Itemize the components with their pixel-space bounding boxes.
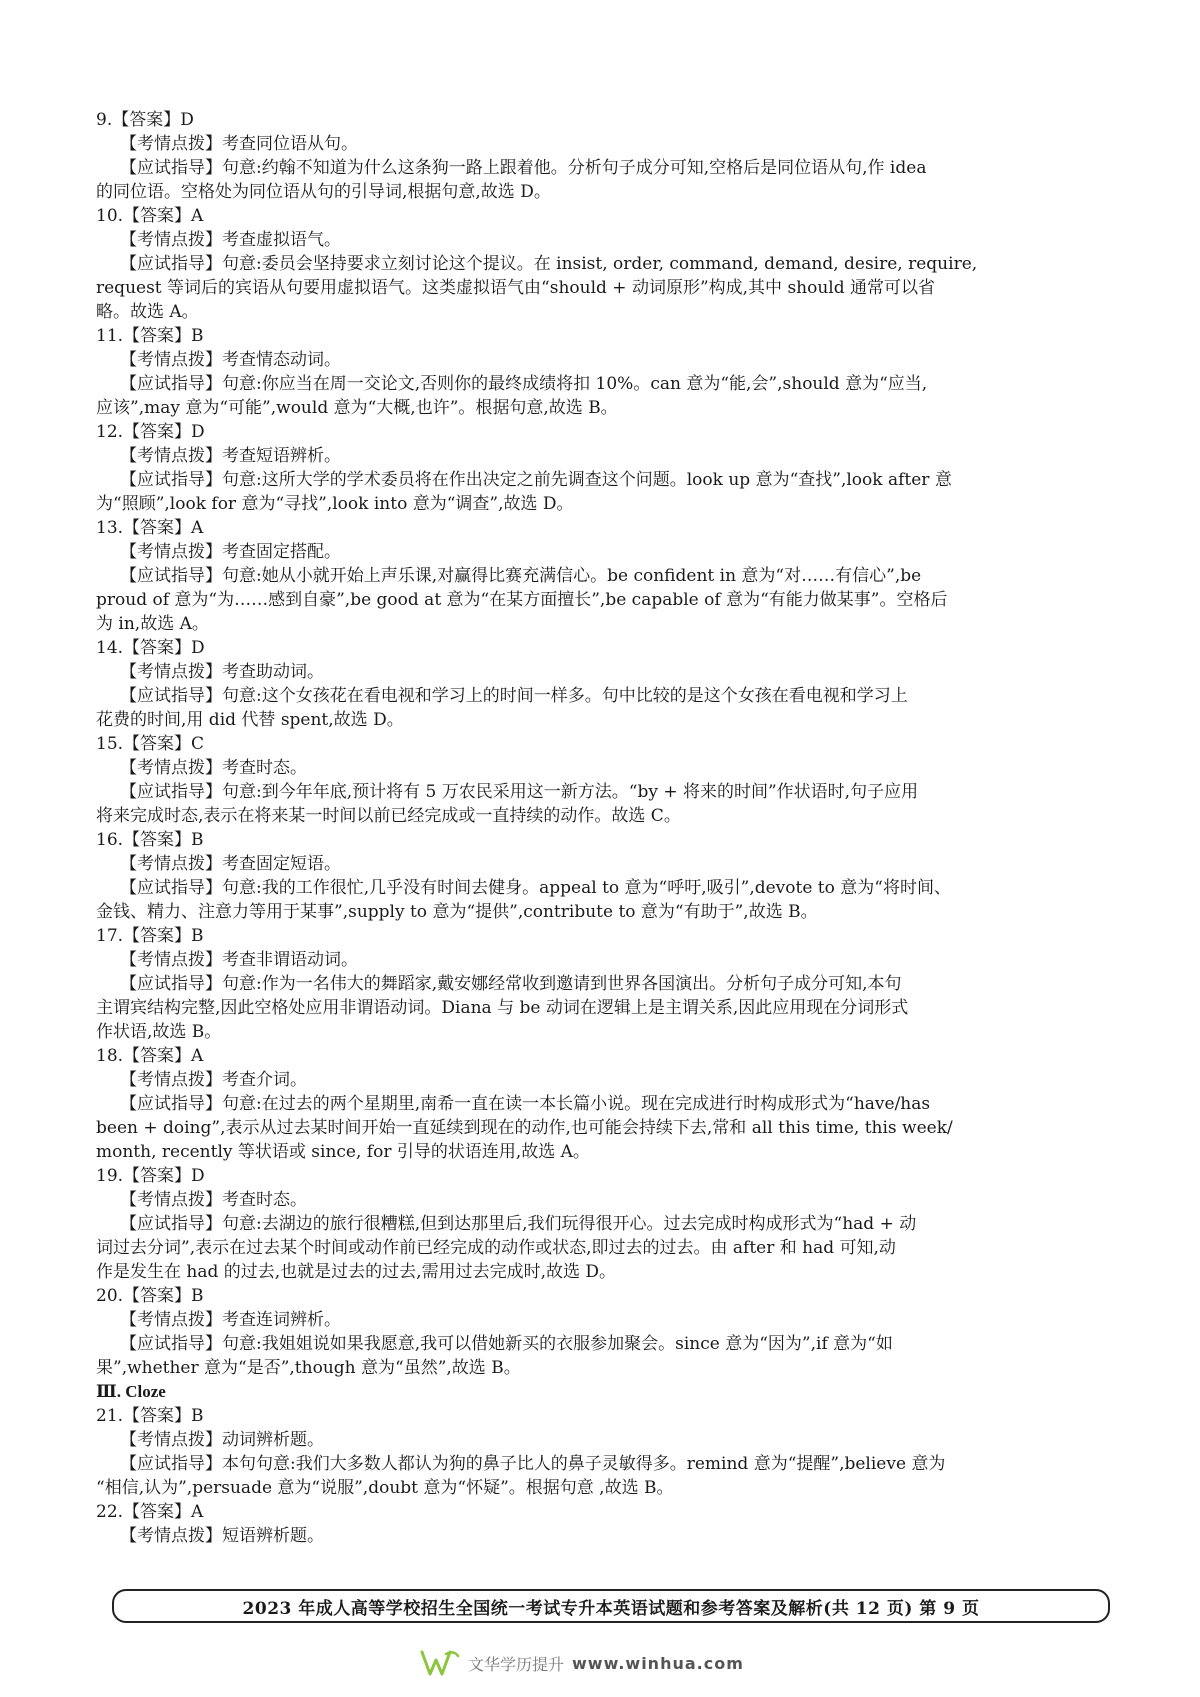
answer-number: 17.【答案】B [96, 926, 204, 946]
guidance-text: 【应试指导】本句句意:我们大多数人都认为狗的鼻子比人的鼻子灵敏得多。remind 意为“提醒”,believe 意为 [120, 1454, 946, 1474]
page-footer [112, 1589, 1110, 1623]
guidance-continuation: month, recently 等状语或 since, for 引导的状语连用,故选 A。 [96, 1142, 590, 1162]
answer-item [96, 516, 1106, 636]
answer-number: 11.【答案】B [96, 326, 204, 346]
answer-item [96, 828, 1106, 924]
guidance-continuation: 主谓宾结构完整,因此空格处应用非谓语动词。Diana 与 be 动词在逻辑上是主谓关系,因此应用现在分词形式 [96, 998, 909, 1018]
exam-point: 【考情点拨】考查时态。 [120, 758, 307, 778]
guidance-continuation: 的同位语。空格处为同位语从句的引导词,根据句意,故选 D。 [96, 182, 551, 202]
guidance-continuation: 作是发生在 had 的过去,也就是过去的过去,需用过去完成时,故选 D。 [96, 1262, 617, 1282]
answer-number: 14.【答案】D [96, 638, 205, 658]
answer-number: 16.【答案】B [96, 830, 204, 850]
exam-point: 【考情点拨】短语辨析题。 [120, 1526, 324, 1546]
guidance-continuation: been + doing”,表示从过去某时间开始一直延续到现在的动作,也可能会持续下去,常和 all this time, this week/ [96, 1118, 953, 1138]
guidance-continuation: 将来完成时态,表示在将来某一时间以前已经完成或一直持续的动作。故选 C。 [96, 806, 681, 826]
guidance-continuation: 略。故选 A。 [96, 302, 199, 322]
answer-explanations [96, 108, 1106, 1548]
answer-item [96, 924, 1106, 1044]
answer-number: 9.【答案】D [96, 110, 194, 130]
answer-item [96, 108, 1106, 204]
exam-point: 【考情点拨】考查短语辨析。 [120, 446, 341, 466]
guidance-continuation: 为“照顾”,look for 意为“寻找”,look into 意为“调查”,故选 D。 [96, 494, 574, 514]
answer-number: 18.【答案】A [96, 1046, 204, 1066]
guidance-continuation: request 等词后的宾语从句要用虚拟语气。这类虚拟语气由“should + 动词原形”构成,其中 should 通常可以省 [96, 278, 936, 298]
guidance-text: 【应试指导】句意:她从小就开始上声乐课,对赢得比赛充满信心。be confident in 意为“对……有信心”,be [120, 566, 922, 586]
answer-item [96, 1164, 1106, 1284]
answer-number: 10.【答案】A [96, 206, 204, 226]
answer-item [96, 1500, 1106, 1548]
watermark-site: www.winhua.com [572, 1653, 744, 1673]
exam-point: 【考情点拨】动词辨析题。 [120, 1430, 324, 1450]
guidance-text: 【应试指导】句意:这所大学的学术委员将在作出决定之前先调查这个问题。look up 意为“查找”,look after 意 [120, 470, 952, 490]
guidance-text: 【应试指导】句意:作为一名伟大的舞蹈家,戴安娜经常收到邀请到世界各国演出。分析句子成分可知,本句 [120, 974, 902, 994]
answer-number: 22.【答案】A [96, 1502, 204, 1522]
exam-point: 【考情点拨】考查连词辨析。 [120, 1310, 341, 1330]
watermark-brand: 文华学历提升 [468, 1654, 565, 1674]
exam-point: 【考情点拨】考查情态动词。 [120, 350, 341, 370]
guidance-continuation: 词过去分词”,表示在过去某个时间或动作前已经完成的动作或状态,即过去的过去。由 after 和 had 可知,动 [96, 1238, 896, 1258]
guidance-continuation: 应该”,may 意为“可能”,would 意为“大概,也许”。根据句意,故选 B。 [96, 398, 618, 418]
answer-number: 15.【答案】C [96, 734, 205, 754]
answer-item [96, 636, 1106, 732]
guidance-continuation: 为 in,故选 A。 [96, 614, 209, 634]
answer-number: 12.【答案】D [96, 422, 205, 442]
guidance-continuation: 金钱、精力、注意力等用于某事”,supply to 意为“提供”,contribute to 意为“有助于”,故选 B。 [96, 902, 818, 922]
guidance-text: 【应试指导】句意:我姐姐说如果我愿意,我可以借她新买的衣服参加聚会。since 意为“因为”,if 意为“如 [120, 1334, 893, 1354]
guidance-continuation: 花费的时间,用 did 代替 spent,故选 D。 [96, 710, 404, 730]
guidance-text: 【应试指导】句意:委员会坚持要求立刻讨论这个提议。在 insist, order, command, demand, desire, require, [120, 254, 978, 274]
exam-point: 【考情点拨】考查助动词。 [120, 662, 324, 682]
section-heading: Ⅲ. Cloze [96, 1382, 166, 1401]
guidance-text: 【应试指导】句意:我的工作很忙,几乎没有时间去健身。appeal to 意为“呼吁,吸引”,devote to 意为“将时间、 [120, 878, 951, 898]
answer-item [96, 732, 1106, 828]
exam-point: 【考情点拨】考查非谓语动词。 [120, 950, 358, 970]
guidance-text: 【应试指导】句意:约翰不知道为什么这条狗一路上跟着他。分析句子成分可知,空格后是同位语从句,作 idea [120, 158, 927, 178]
exam-point: 【考情点拨】考查固定搭配。 [120, 542, 341, 562]
guidance-continuation: proud of 意为“为……感到自豪”,be good at 意为“在某方面擅长”,be capable of 意为“有能力做某事”。空格后 [96, 590, 948, 610]
exam-point: 【考情点拨】考查介词。 [120, 1070, 307, 1090]
exam-point: 【考情点拨】考查时态。 [120, 1190, 307, 1210]
exam-point: 【考情点拨】考查虚拟语气。 [120, 230, 341, 250]
answer-item [96, 420, 1106, 516]
answer-item [96, 1404, 1106, 1500]
guidance-text: 【应试指导】句意:到今年年底,预计将有 5 万农民采用这一新方法。“by + 将来的时间”作状语时,句子应用 [120, 782, 919, 802]
guidance-text: 【应试指导】句意:在过去的两个星期里,南希一直在读一本长篇小说。现在完成进行时构成形式为“have/has [120, 1094, 931, 1114]
exam-point: 【考情点拨】考查同位语从句。 [120, 134, 358, 154]
exam-point: 【考情点拨】考查固定短语。 [120, 854, 341, 874]
watermark [420, 1645, 744, 1681]
guidance-continuation: 作状语,故选 B。 [96, 1022, 222, 1042]
guidance-continuation: “相信,认为”,persuade 意为“说服”,doubt 意为“怀疑”。根据句意 ,故选 B。 [96, 1478, 674, 1498]
answer-number: 20.【答案】B [96, 1286, 204, 1306]
guidance-text: 【应试指导】句意:去湖边的旅行很糟糕,但到达那里后,我们玩得很开心。过去完成时构成形式为“had + 动 [120, 1214, 917, 1234]
answer-item [96, 1284, 1106, 1380]
guidance-continuation: 果”,whether 意为“是否”,though 意为“虽然”,故选 B。 [96, 1358, 521, 1378]
answer-item [96, 324, 1106, 420]
answer-number: 19.【答案】D [96, 1166, 205, 1186]
answer-number: 13.【答案】A [96, 518, 204, 538]
footer-text: 2023 年成人高等学校招生全国统一考试专升本英语试题和参考答案及解析(共 12 页) 第 9 页 [242, 1598, 980, 1619]
answer-item [96, 204, 1106, 324]
winhua-logo-icon [420, 1648, 460, 1678]
answer-number: 21.【答案】B [96, 1406, 204, 1426]
guidance-text: 【应试指导】句意:你应当在周一交论文,否则你的最终成绩将扣 10%。can 意为“能,会”,should 意为“应当, [120, 374, 928, 394]
answer-item [96, 1044, 1106, 1164]
guidance-text: 【应试指导】句意:这个女孩花在看电视和学习上的时间一样多。句中比较的是这个女孩在看电视和学习上 [120, 686, 908, 706]
